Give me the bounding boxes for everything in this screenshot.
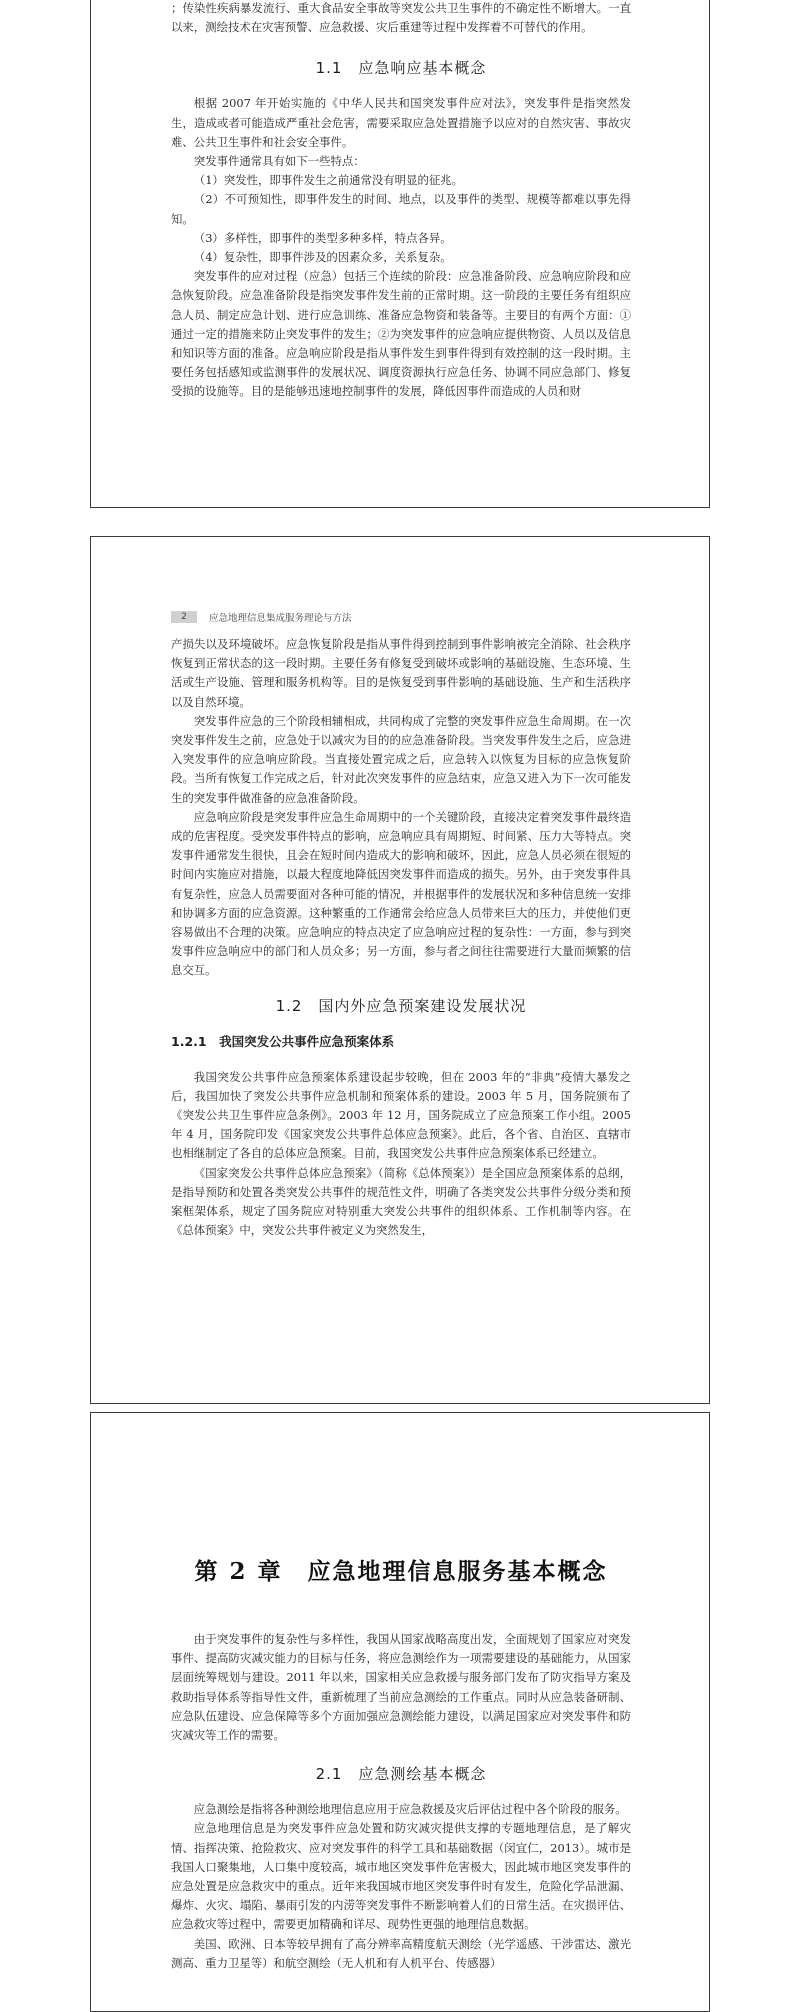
- body-paragraph: 美国、欧洲、日本等较早拥有了高分辨率高精度航天测绘（光学遥感、干涉雷达、激光测高、重力卫星等）和航空测绘（无人机和有人机平台、传感器）: [171, 1936, 631, 1970]
- section-title-1-2: 1.2 国内外应急预案建设发展状况: [275, 996, 527, 1015]
- running-header: [171, 610, 352, 624]
- body-paragraph: 由于突发事件的复杂性与多样性，我国从国家战略高度出发，全面规划了国家应对突发事件、提高防灾减灾能力的目标与任务，将应急测绘作为一项需要建设的基础能力，从国家层面统筹规划与建设。2011 年以来，国家相关应急救援与服务部门发布了防灾指导方案及救助指导体系等指导性文件，重新梳理了当前应急测绘的工作重点。同时从应急装备研制、应急队伍建设、应急保障等多个方面加强应急测绘能力建设，以满足国家应对突发事件和防灾减灾等工作的需要。: [171, 1632, 631, 1743]
- list-item: （4）复杂性，即事件涉及的因素众多，关系复杂。: [193, 250, 452, 265]
- page-number: 2: [171, 611, 197, 623]
- body-paragraph: 《国家突发公共事件总体应急预案》（简称《总体预案》）是全国应急预案体系的总纲，是指导预防和处置各类突发公共事件的规范性文件，明确了各类突发公共事件分级分类和预案框架体系，规定了国务院应对特别重大突发公共事件的组织体系、工作机制等内容。在《总体预案》中，突发公共事件被定义为突然发生，: [171, 1165, 631, 1238]
- body-paragraph: 应急响应阶段是突发事件应急生命周期中的一个关键阶段，直接决定着突发事件最终造成的危害程度。受突发事件特点的影响，应急响应具有周期短、时间紧、压力大等特点。突发事件通常发生很快，且会在短时间内造成大的影响和破坏，因此，应急人员必须在很短的时间内实施应对措施，以最大程度地降低因突发事件而造成的损失。另外，由于突发事件具有复杂性，应急人员需要面对各种可能的情况，并根据事件的发展状况和多种信息统一安排和协调多方面的应急资源。这种繁重的工作通常会给应急人员带来巨大的压力，并使他们更容易做出不合理的决策。应急响应的特点决定了应急响应过程的复杂性：一方面，参与到突发事件应急响应中的部门和人员众多；另一方面，参与者之间往往需要进行大量而频繁的信息交互。: [171, 809, 631, 978]
- document-page-1: [90, 0, 710, 508]
- intro-paragraph: ；传染性疾病暴发流行、重大食品安全事故等突发公共卫生事件的不确定性不断增大。一直以来，测绘技术在灾害预警、应急救援、灾后重建等过程中发挥着不可替代的作用。: [171, 1, 631, 35]
- subsection-title-1-2-1: 1.2.1 我国突发公共事件应急预案体系: [171, 1033, 395, 1049]
- section-title-1-1: 1.1 应急响应基本概念: [315, 59, 487, 78]
- running-title: 应急地理信息集成服务理论与方法: [209, 613, 352, 624]
- list-item: （3）多样性，即事件的类型多种多样，特点各异。: [193, 230, 452, 245]
- document-page-2: [90, 536, 710, 1404]
- body-paragraph: 产损失以及环境破坏。应急恢复阶段是指从事件得到控制到事件影响被完全消除、社会秩序恢复到正常状态的这一段时期。主要任务有修复受到破坏或影响的基础设施、生态环境、生活或生产设施、管理和服务机构等。目的是恢复受到事件影响的基础设施、生产和生活秩序以及自然环境。: [171, 637, 631, 709]
- body-paragraph: 根据 2007 年开始实施的《中华人民共和国突发事件应对法》，突发事件是指突然发生，造成或者可能造成严重社会危害，需要采取应急处置措施予以应对的自然灾害、事故灾难、公共卫生事件和社会安全事件。: [171, 96, 631, 149]
- document-page-3: [90, 1412, 710, 2012]
- body-paragraph: 我国突发公共事件应急预案体系建设起步较晚，但在 2003 年的“非典”疫情大暴发之后，我国加快了突发公共事件应急机制和预案体系的建设。2003 年 5 月，国务院颁布了《突发公共卫生事件应急条例》。2003 年 12 月，国务院成立了应急预案工作小组。2005 年 4 月，国务院印发《国家突发公共事件总体应急预案》。此后，各个省、自治区、直辖市也相继制定了各自的总体应急预案。目前，我国突发公共事件应急预案体系已经建立。: [171, 1069, 631, 1161]
- list-item: （1）突发性，即事件发生之前通常没有明显的征兆。: [193, 173, 464, 188]
- body-paragraph: 突发事件的应对过程（应急）包括三个连续的阶段：应急准备阶段、应急响应阶段和应急恢复阶段。应急准备阶段是指突发事件发生前的正常时期。这一阶段的主要任务有组织应急人员、制定应急计划、进行应急训练、准备应急物资和装备等。主要目的有两个方面：①通过一定的措施来防止突发事件的发生；②为突发事件的应急响应提供物资、人员以及信息和知识等方面的准备。应急响应阶段是指从事件发生到事件得到有效控制的这一段时期。主要任务包括感知或监测事件的发展状况、调度资源执行应急任务、协调不同应急部门、修复受损的设施等。目的是能够迅速地控制事件的发展，降低因事件而造成的人员和财: [171, 269, 631, 399]
- list-item: （2）不可预知性，即事件发生的时间、地点，以及事件的类型、规模等都难以事先得知。: [171, 192, 631, 226]
- body-paragraph: 突发事件应急的三个阶段相辅相成，共同构成了完整的突发事件应急生命周期。在一次突发事件发生之前，应急处于以减灾为目的的应急准备阶段。当突发事件发生之后，应急进入突发事件的应急响应阶段。当直接处置完成之后，应急转入以恢复为目标的应急恢复阶段。当所有恢复工作完成之后，针对此次突发事件的应急结束，应急又进入为下一次可能发生的突发事件做准备的应急准备阶段。: [171, 713, 631, 805]
- body-paragraph: 突发事件通常具有如下一些特点：: [193, 154, 365, 169]
- body-paragraph: 应急地理信息是为突发事件应急处置和防灾减灾提供支撑的专题地理信息，是了解灾情、指挥决策、抢险救灾、应对突发事件的科学工具和基础数据（闵宜仁，2013）。城市是我国人口聚集地，人口集中度较高，城市地区突发事件危害极大，因此城市地区突发事件的应急处置是应急救灾中的重点。近年来我国城市地区突发事件时有发生，危险化学品泄漏、爆炸、火灾、塌陷、暴雨引发的内涝等突发事件不断影响着人们的日常生活。在灾损评估、应急救灾等过程中，需要更加精确和详尽、现势性更强的地理信息数据。: [171, 1821, 631, 1932]
- section-title-2-1: 2.1 应急测绘基本概念: [315, 1765, 487, 1784]
- chapter-title: 第 2 章 应急地理信息服务基本概念: [194, 1558, 608, 1585]
- body-paragraph: 应急测绘是指将各种测绘地理信息应用于应急救援及灾后评估过程中各个阶段的服务。: [193, 1802, 627, 1817]
